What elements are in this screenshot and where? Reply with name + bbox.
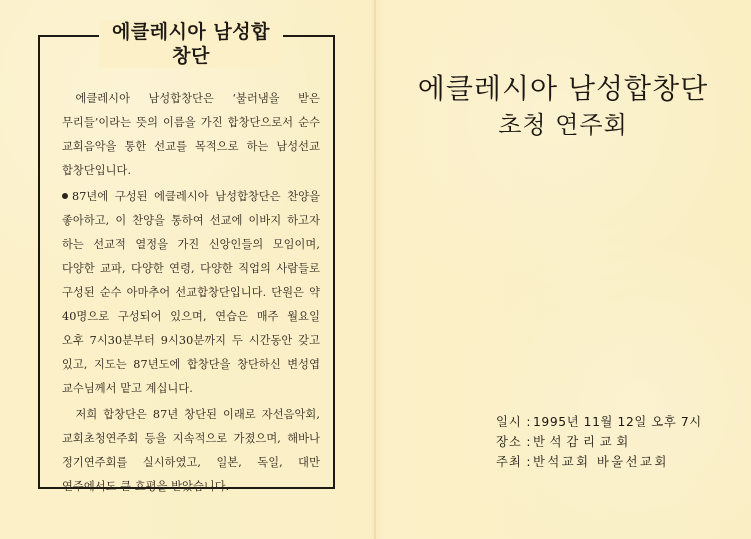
event-date-label: 일시 xyxy=(496,415,522,429)
right-panel xyxy=(375,0,751,539)
event-place-separator: : xyxy=(526,435,531,449)
choir-introduction-text xyxy=(62,87,320,493)
event-date-value: 1995년 11월 12일 오후 7시 xyxy=(533,415,702,429)
event-place-label: 장소 xyxy=(496,435,522,449)
event-place-row xyxy=(496,432,716,452)
event-date-separator: : xyxy=(526,415,531,429)
event-place-value: 반석감리교회 xyxy=(533,435,634,449)
left-panel xyxy=(0,0,375,539)
event-details xyxy=(496,412,716,472)
choir-introduction-paragraph-1: 에클레시아 남성합창단은 ‘불러냄을 받은 무리들’이라는 뜻의 이름을 가진 합창단으로서 순수 교회음악을 통한 선교를 목적으로 하는 남성선교 합창단입니다. xyxy=(62,92,320,177)
choir-introduction-paragraph-2 xyxy=(62,185,320,401)
choir-introduction-title: 에클레시아 남성합창단 xyxy=(99,20,283,68)
concert-title-line-2: 초청 연주회 xyxy=(498,111,628,139)
bullet-dot-icon xyxy=(62,193,68,199)
event-host-label: 주최 xyxy=(496,455,522,469)
event-host-separator: : xyxy=(526,455,531,469)
event-date-row xyxy=(496,412,716,432)
event-host-value: 반석교회 바울선교회 xyxy=(533,455,669,469)
event-host-row xyxy=(496,452,716,472)
concert-title-line-1: 에클레시아 남성합창단 xyxy=(417,72,709,105)
choir-introduction-paragraph-3: 저희 합창단은 87년 창단된 이래로 자선음악회, 교회초청연주회 등을 지속적으로 가졌으며, 해바나 정기연주회를 실시하였고, 일본, 독일, 대만 연주에서도 큰 호평을 받았습니다. xyxy=(62,408,320,493)
choir-introduction-paragraph-2-text: 87년에 구성된 에클레시아 남성합창단은 찬양을 좋아하고, 이 찬양을 통하여 선교에 이바지 하고자 하는 선교적 열정을 가진 신앙인들의 모임이며, 다양한 교파, 다양한 연령, 다양한 직업의 사람들로 구성된 순수 아마추어 선교합창단입니다. 단원은 약 40명으로 구성되어 있으며, 연습은 매주 월요일 오후 7시30분부터 9시30분까지 두 시간동안 갖고 있고, 지도는 87년도에 합창단을 창단하신 변성엽 교수님께서 맡고 계십니다. xyxy=(62,190,320,395)
